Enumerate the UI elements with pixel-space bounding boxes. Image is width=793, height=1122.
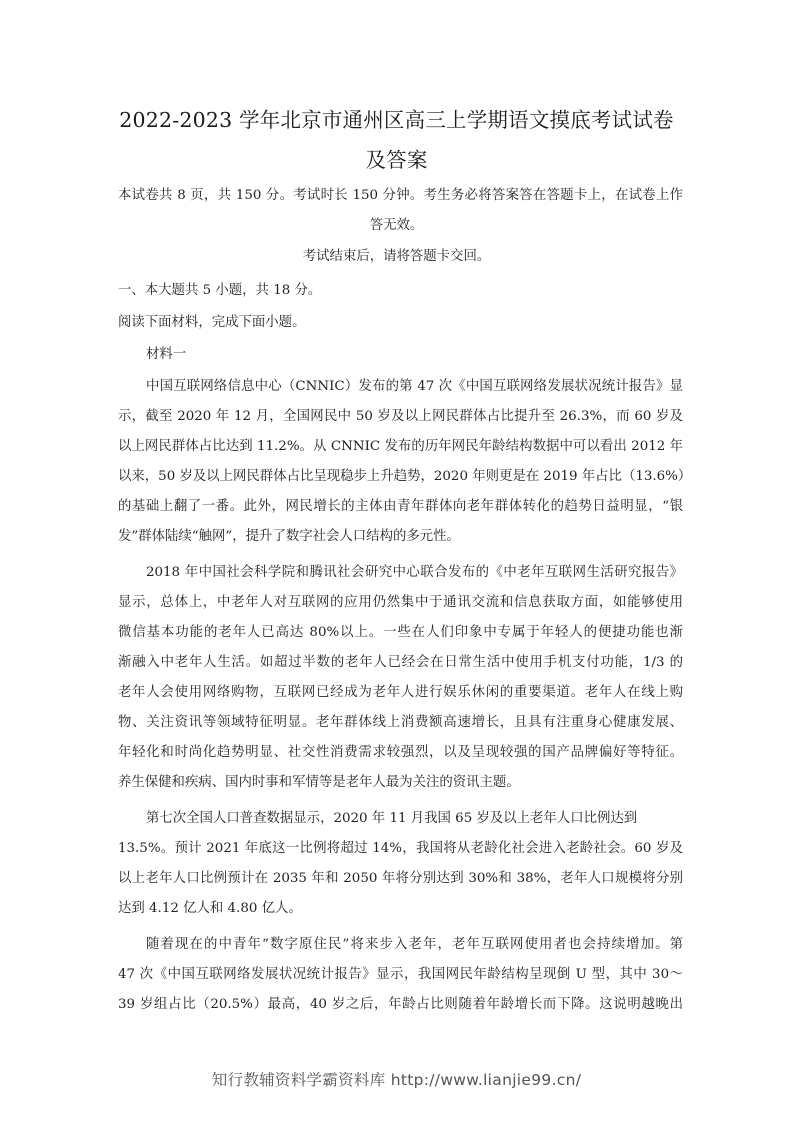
body-line: 第七次全国人口普查数据显示，2020 年 11 月我国 65 岁及以上老年人口比例达到 bbox=[146, 811, 638, 826]
body-line: 物、关注资讯等领域特征明显。老年群体线上消费额高速增长，且具有注重身心健康发展、 bbox=[118, 715, 683, 730]
body-line: 达到 4.12 亿人和 4.80 亿人。 bbox=[118, 901, 302, 916]
body-line: 39 岁组占比（20.5%）最高，40 岁之后，年龄占比则随着年龄增长而下降。这说明越晚出 bbox=[118, 997, 683, 1012]
body-line: 渐融入中老年人生活。如超过半数的老年人已经会在日常生活中使用手机支付功能，1/3 的 bbox=[118, 655, 683, 670]
body-line: 材料一 bbox=[146, 347, 187, 362]
body-line: 考试结束后，请将答题卡交回。 bbox=[302, 249, 491, 264]
body-line: 以上网民群体占比达到 11.2%。从 CNNIC 发布的历年网民年龄结构数据中可以看出 2012 年 bbox=[118, 439, 683, 454]
body-line: 以来，50 岁及以上网民群体占比呈现稳步上升趋势，2020 年则更是在 2019 年占比（13.6%） bbox=[118, 469, 692, 484]
body-line: 微信基本功能的老年人已高达 80%以上。一些在人们印象中专属于年轻人的便捷功能也渐 bbox=[118, 625, 683, 640]
body-line: 的基础上翻了一番。此外，网民增长的主体由青年群体向老年群体转化的趋势日益明显，“银 bbox=[118, 499, 683, 514]
body-line: 2018 年中国社会科学院和腾讯社会研究中心联合发布的《中老年互联网生活研究报告》 bbox=[146, 565, 683, 580]
body-line: 阅读下面材料，完成下面小题。 bbox=[118, 315, 306, 330]
body-line: 显示，总体上，中老年人对互联网的应用仍然集中于通讯交流和信息获取方面，如能够使用 bbox=[118, 595, 683, 610]
body-line: 本试卷共 8 页，共 150 分。考试时长 150 分钟。考生务必将答案答在答题卡上，在试卷上作 bbox=[118, 188, 683, 203]
body-line: 47 次《中国互联网络发展状况统计报告》显示，我国网民年龄结构呈现倒 U 型，其中 30～ bbox=[118, 967, 683, 982]
body-line: 示，截至 2020 年 12 月，全国网民中 50 岁及以上网民群体占比提升至 26.3%，而 60 岁及 bbox=[118, 409, 683, 424]
footer-watermark-link[interactable]: 知行教辅资料学霸资料库 http://www.lianjie99.cn/ bbox=[211, 1071, 582, 1089]
body-line: 以上老年人口比例预计在 2035 年和 2050 年将分别达到 30%和 38%，老年人口规模将分别 bbox=[118, 871, 683, 886]
body-line: 发”群体陆续“触网”，提升了数字社会人口结构的多元性。 bbox=[118, 529, 460, 544]
body-line: 13.5%。预计 2021 年底这一比例将超过 14%，我国将从老龄化社会进入老龄社会。60 岁及 bbox=[118, 841, 683, 856]
body-line: 老年人会使用网络购物，互联网已经成为老年人进行娱乐休闲的重要渠道。老年人在线上购 bbox=[118, 685, 683, 700]
body-line: 中国互联网络信息中心（CNNIC）发布的第 47 次《中国互联网络发展状况统计报告》显 bbox=[146, 379, 683, 394]
body-line: 答无效。 bbox=[369, 218, 424, 233]
body-line: 年轻化和时尚化趋势明显、社交性消费需求较强烈，以及呈现较强的国产品牌偏好等特征。 bbox=[118, 745, 683, 760]
body-line: 随着现在的中青年“数字原住民”将来步入老年，老年互联网使用者也会持续增加。第 bbox=[146, 937, 683, 952]
document-title-line-2: 及答案 bbox=[365, 148, 428, 172]
document-title-line-1: 2022-2023 学年北京市通州区高三上学期语文摸底考试试卷 bbox=[119, 108, 674, 132]
body-line: 养生保健和疾病、国内时事和军情等是老年人最为关注的资讯主题。 bbox=[118, 775, 520, 790]
body-line: 一、本大题共 5 小题，共 18 分。 bbox=[118, 283, 322, 298]
